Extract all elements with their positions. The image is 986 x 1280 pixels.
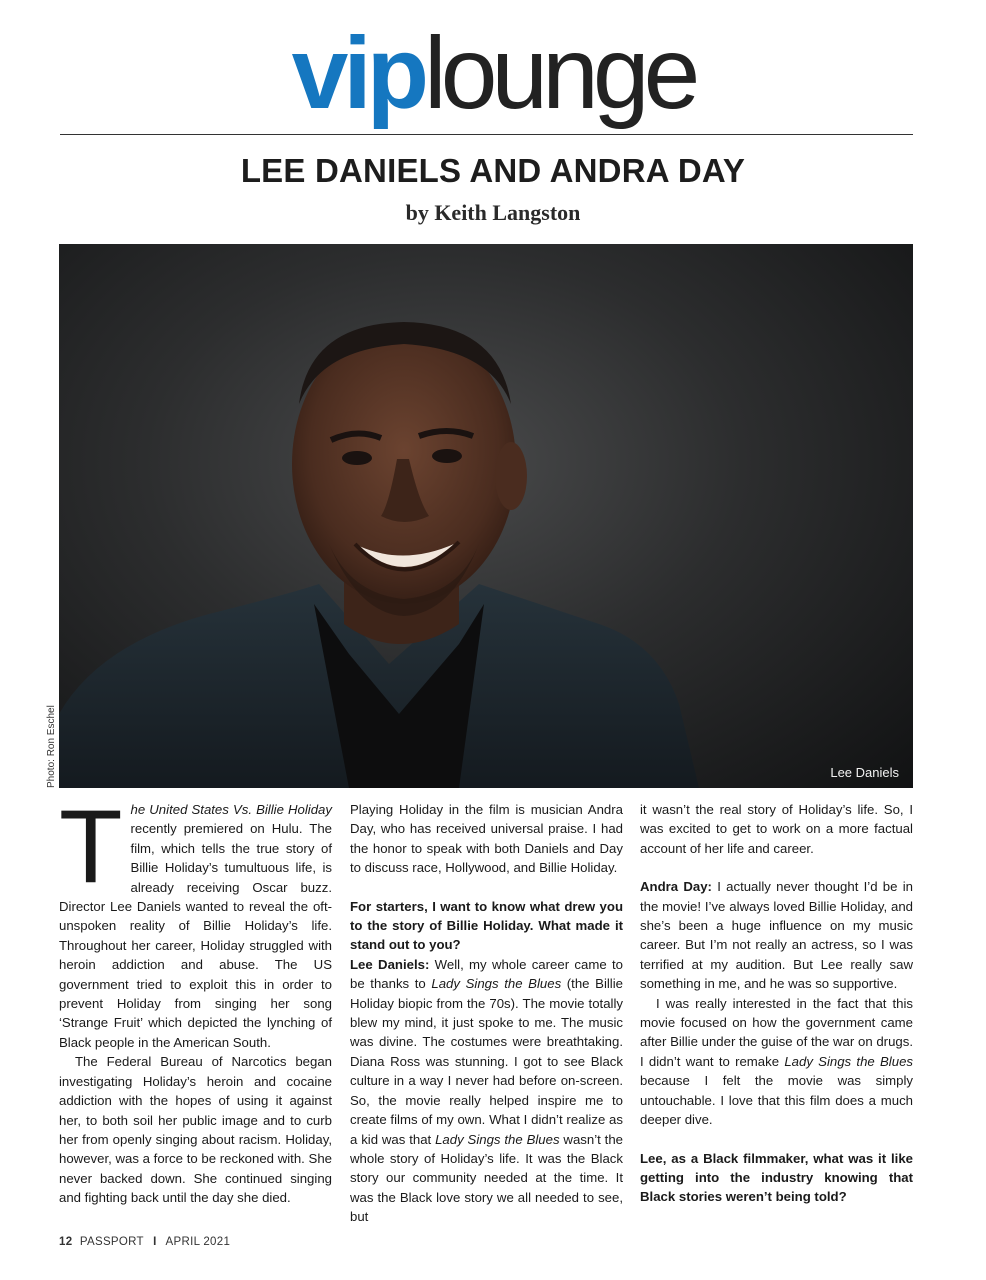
footer-separator: I: [153, 1236, 157, 1248]
paragraph: [640, 994, 913, 1130]
interview-question: Lee, as a Black filmmaker, what was it like getting into the industry knowing that Black stories weren’t being told?: [640, 1150, 913, 1205]
interview-answer: [640, 877, 913, 993]
portrait-illustration: [59, 244, 913, 788]
masthead-logo: [0, 18, 986, 128]
body-column-1: [59, 789, 332, 1208]
photo-credit: Photo: Ron Eschel: [46, 705, 57, 788]
portrait-photo: [59, 244, 913, 788]
article-byline: by Keith Langston: [405, 200, 581, 225]
intro-paragraph: [59, 789, 332, 1052]
film-title-italic: Lady Sings the Blues: [435, 1131, 560, 1147]
answer-text: wasn’t the whole story of Holiday’s life. It was the Black story our community needed at the time. It was the Black love story we all needed to see, but: [350, 1131, 623, 1225]
film-title-italic: he United States Vs. Billie Holiday: [130, 802, 332, 817]
answer-text: Well, my whole career came to be thanks to: [350, 956, 623, 992]
body-column-3: [640, 800, 913, 1207]
photo-caption: Lee Daniels: [830, 765, 899, 780]
drop-cap: T: [59, 789, 123, 905]
logo-vip-text: vip: [291, 16, 425, 130]
film-title-italic: Lady Sings the Blues: [431, 976, 562, 992]
paragraph: The Federal Bureau of Narcotics began investigating Holiday’s heroin and cocaine addiction with the hopes of using it against her, to both soil her public image and to curb her from openly singing about racism. Holiday, however, was a force to be reckoned with. She never backed down. She continued singing and fighting back until the day she died.: [59, 1054, 332, 1206]
film-title-italic: Lady Sings the Blues: [784, 1053, 913, 1069]
speaker-label: Andra Day:: [640, 879, 712, 895]
answer-text: I was really interested in the fact that this movie focused on how the government came after Billie under the guise of the war on drugs. I didn’t want to remake: [640, 995, 913, 1069]
header-rule: [60, 134, 913, 135]
logo-lounge-text: lounge: [424, 16, 695, 130]
answer-text: because I felt the movie was simply untouchable. I love that this film does a much deeper dive.: [640, 1073, 913, 1128]
page-number: 12: [59, 1236, 73, 1248]
interview-answer: [350, 955, 623, 1227]
publication-name: PASSPORT: [79, 1236, 144, 1248]
body-column-2: [350, 800, 623, 1227]
page-footer: [59, 1236, 230, 1248]
issue-date: APRIL 2021: [165, 1236, 231, 1248]
intro-text: recently premiered on Hulu. The film, which tells the true story of Billie Holiday’s tumultuous life, is already receiving Oscar buzz. Director Lee Daniels wanted to reveal the oft-unspoken reality of Billie Holiday’s life. Throughout her career, Holiday struggled with heroin addiction and abuse. The US government tried to exploit this in order to prevent Holiday from singing her song ‘Strange Fruit’ which depicted the lynching of Black people in the American South.: [59, 821, 332, 1050]
interview-question: For starters, I want to know what drew you to the story of Billie Holiday. What made it stand out to you?: [350, 898, 623, 953]
answer-text: (the Billie Holiday biopic from the 70s). The movie totally blew my mind, it just spoke to me. The music was divine. The costumes were breathtaking. Diana Ross was stunning. I got to see Black culture in a way I never had before on-screen. So, the movie really helped inspire me to create films of my own. What I didn’t realize as a kid was that: [350, 976, 623, 1147]
paragraph: Playing Holiday in the film is musician Andra Day, who has received universal praise. I had the honor to speak with both Daniels and Day to discuss race, Hollywood, and Billie Holiday.: [350, 802, 623, 876]
article-headline: LEE DANIELS AND ANDRA DAY: [240, 152, 746, 189]
paragraph: it wasn’t the real story of Holiday’s life. So, I was excited to get to work on a more factual account of her life and career.: [640, 802, 913, 856]
speaker-label: Lee Daniels:: [350, 956, 430, 972]
answer-text: I actually never thought I’d be in the movie! I’ve always loved Billie Holiday, and she’s been a huge influence on my music career. But I’m not really an actress, so I was terrified at my audition. But Lee really saw something in me, and he was so supportive.: [640, 879, 913, 992]
